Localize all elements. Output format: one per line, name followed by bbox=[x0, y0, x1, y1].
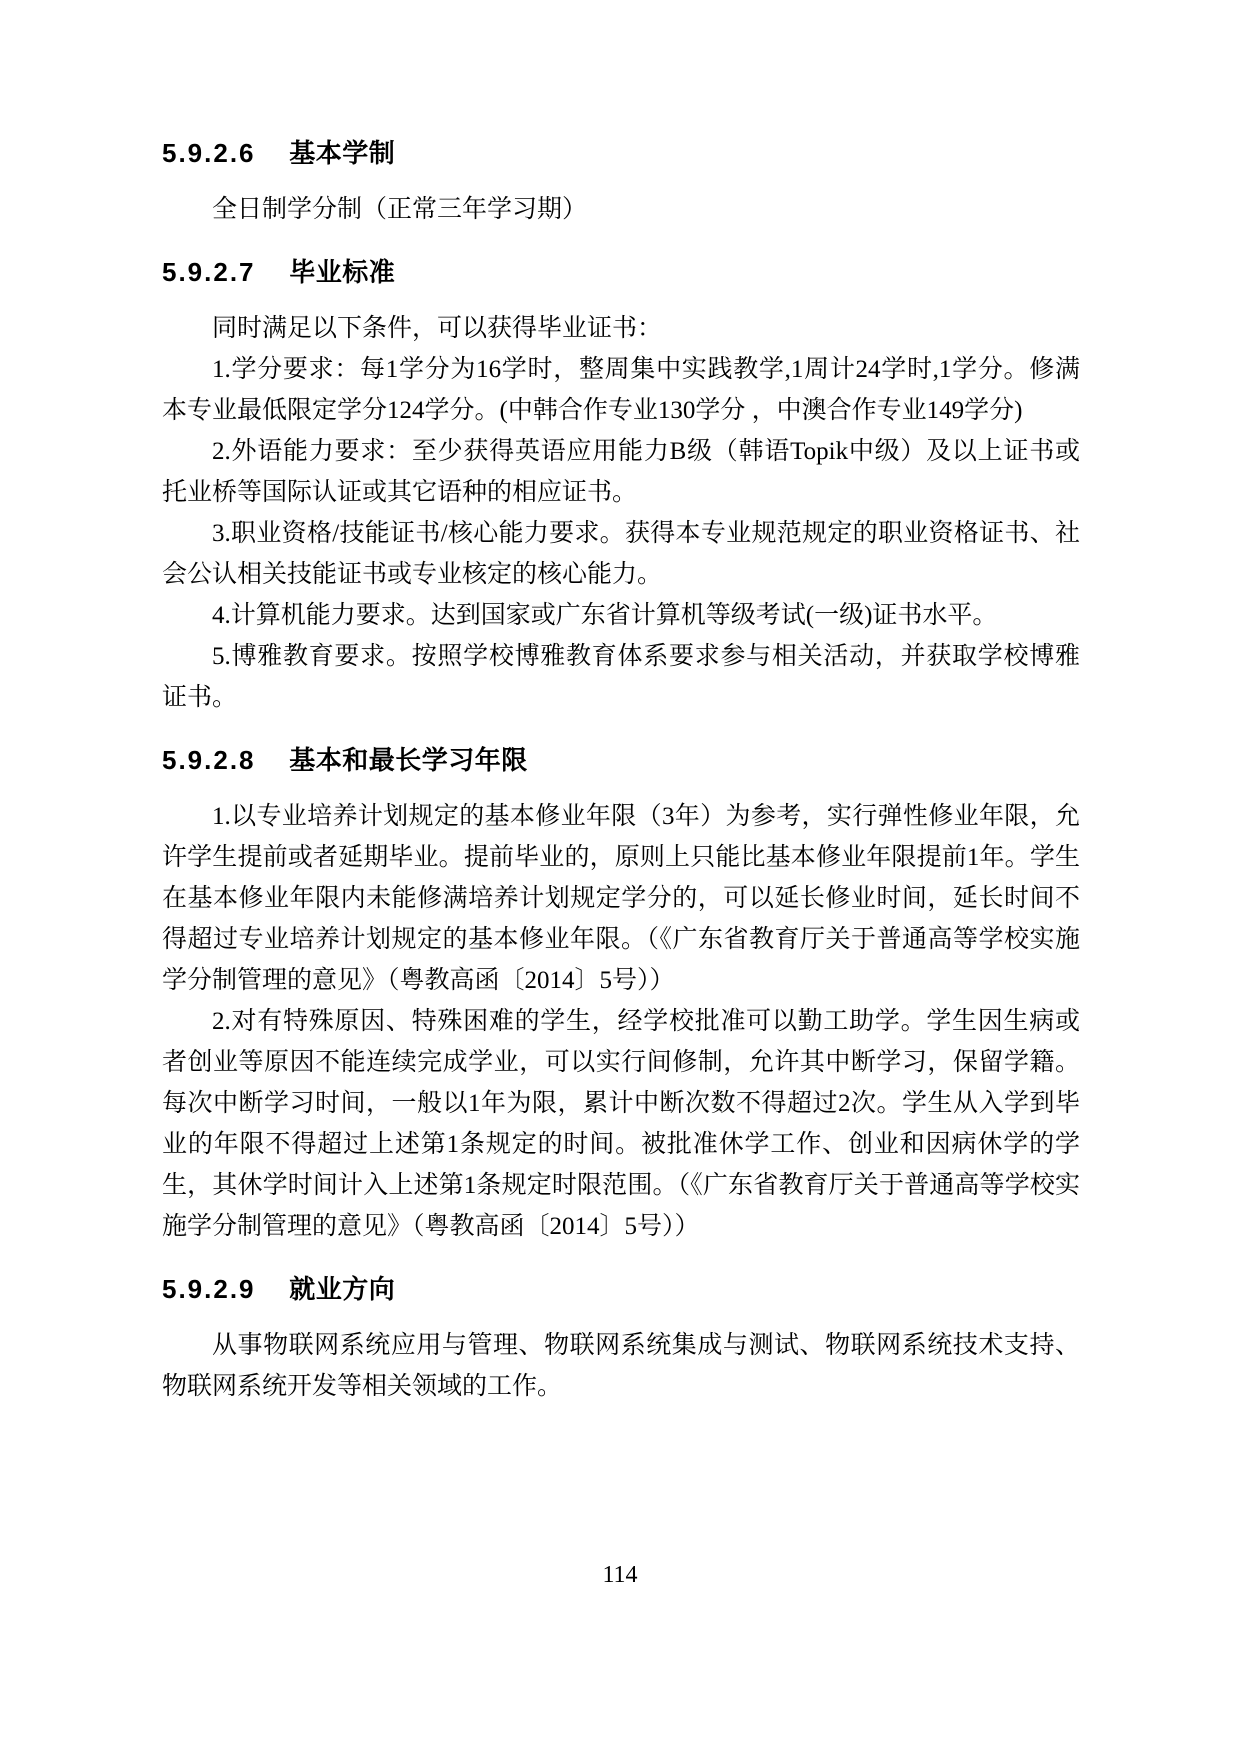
section-graduation-standard bbox=[162, 252, 1080, 718]
paragraph: 1.以专业培养计划规定的基本修业年限（3年）为参考，实行弹性修业年限，允许学生提前或者延期毕业。提前毕业的，原则上只能比基本修业年限提前1年。学生在基本修业年限内未能修满培养计划规定学分的，可以延长修业时间，延长时间不得超过专业培养计划规定的基本修业年限。（《广东省教育厅关于普通高等学校实施学分制管理的意见》（粤教高函〔2014〕5号）） bbox=[162, 803, 1080, 994]
section-number: 5.9.2.6 bbox=[162, 138, 256, 168]
section-heading bbox=[162, 252, 1080, 292]
paragraph: 2.对有特殊原因、特殊困难的学生，经学校批准可以勤工助学。学生因生病或者创业等原因不能连续完成学业，可以实行间修制，允许其中断学习，保留学籍。每次中断学习时间，一般以1年为限，累计中断次数不得超过2次。学生从入学到毕业的年限不得超过上述第1条规定的时间。被批准休学工作、创业和因病休学的学生，其休学时间计入上述第1条规定时限范围。（《广东省教育厅关于普通高等学校实施学分制管理的意见》（粤教高函〔2014〕5号）） bbox=[162, 1008, 1080, 1240]
section-number: 5.9.2.8 bbox=[162, 745, 256, 775]
section-study-duration bbox=[162, 740, 1080, 1247]
section-heading bbox=[162, 740, 1080, 780]
section-title: 就业方向 bbox=[289, 1274, 396, 1304]
section-title: 毕业标准 bbox=[289, 257, 396, 287]
paragraph: 5.博雅教育要求。按照学校博雅教育体系要求参与相关活动，并获取学校博雅证书。 bbox=[162, 643, 1080, 711]
section-number: 5.9.2.7 bbox=[162, 257, 256, 287]
section-basic-schooling bbox=[162, 133, 1080, 230]
section-employment-direction bbox=[162, 1269, 1080, 1407]
section-heading bbox=[162, 133, 1080, 173]
section-heading bbox=[162, 1269, 1080, 1309]
page-number: 114 bbox=[602, 1562, 638, 1588]
paragraph: 从事物联网系统应用与管理、物联网系统集成与测试、物联网系统技术支持、物联网系统开发等相关领域的工作。 bbox=[162, 1332, 1080, 1400]
paragraph: 4.计算机能力要求。达到国家或广东省计算机等级考试(一级)证书水平。 bbox=[212, 602, 998, 629]
paragraph: 全日制学分制（正常三年学习期） bbox=[212, 196, 588, 223]
paragraph: 同时满足以下条件，可以获得毕业证书： bbox=[212, 315, 663, 342]
section-number: 5.9.2.9 bbox=[162, 1274, 256, 1304]
paragraph: 1.学分要求：每1学分为16学时，整周集中实践教学,1周计24学时,1学分。修满本专业最低限定学分124学分。(中韩合作专业130学分 ，中澳合作专业149学分) bbox=[162, 356, 1080, 424]
paragraph: 2.外语能力要求：至少获得英语应用能力B级（韩语Topik中级）及以上证书或托业桥等国际认证或其它语种的相应证书。 bbox=[162, 438, 1080, 506]
section-title: 基本学制 bbox=[289, 138, 396, 168]
paragraph: 3.职业资格/技能证书/核心能力要求。获得本专业规范规定的职业资格证书、社会公认相关技能证书或专业核定的核心能力。 bbox=[162, 520, 1080, 588]
section-title: 基本和最长学习年限 bbox=[289, 745, 528, 775]
